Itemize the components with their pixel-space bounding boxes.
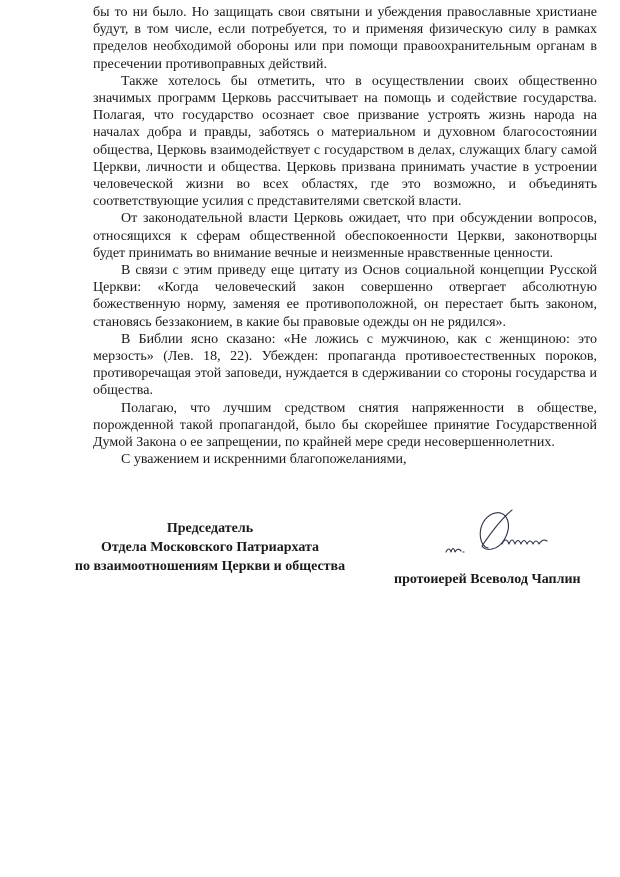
paragraph-5: В Библии ясно сказано: «Не ложись с мужчиною, как с женщиною: это мерзость» (Лев. 18, 22). Убежден: пропаганда противоестественных пороков, противоречащая этой заповеди, нуждается в сдерживании со стороны государства и общества. xyxy=(93,331,597,399)
signatory-name: протоиерей Всеволод Чаплин xyxy=(394,572,581,587)
closing-line: С уважением и искренними благопожеланиями, xyxy=(121,452,407,468)
signatory-title xyxy=(60,519,360,576)
signature-stroke-tail xyxy=(502,540,547,544)
paragraph-2: Также хотелось бы отметить, что в осуществлении своих общественно значимых программ Церковь рассчитывает на помощь и содействие государства. Полагая, что государство осознает свое призвание устроять жизнь народа на началах добра и правды, заботясь о материальном и духовном благосостоянии общества, Церковь взаимодействует с государством в делах, служащих благу самой Церкви, личности и общества. Церковь призвана принимать участие в устроении человеческой жизни во всех областях, где это возможно, и объединять соответствующие усилия с представителями светской власти. xyxy=(93,73,597,210)
letter-body xyxy=(93,4,597,468)
handwritten-signature xyxy=(440,500,575,570)
signatory-title-line-1: Председатель xyxy=(166,521,254,536)
paragraph-3: От законодательной власти Церковь ожидает, что при обсуждении вопросов, относящихся к сферам общественной обеспокоенности Церкви, законотворцы будет принимать во внимание вечные и неизменные нравственные ценности. xyxy=(93,211,597,261)
paragraph-1: бы то ни было. Но защищать свои святыни и убеждения православные христиане будут, в том числе, если потребуется, то и применяя физическую силу в рамках пределов необходимой обороны или при помощи правоохранительным органам в пресечении противоправных действий. xyxy=(93,5,597,72)
signature-stroke-prefix xyxy=(446,549,461,553)
paragraph-4: В связи с этим приведу еще цитату из Основ социальной концепции Русской Церкви: «Когда человеческий закон совершенно отвергает абсолютную божественную норму, заменяя ее противоположной, он перестает быть законом, становясь беззаконием, в какие бы правовые одежды он не рядился». xyxy=(93,263,597,330)
signatory-title-line-2: Отдела Московского Патриархата xyxy=(100,540,320,555)
paragraph-6: Полагаю, что лучшим средством снятия напряженности в обществе, порожденной такой пропагандой, было бы скорейшее принятие Государственной Думой Закона о ее запрещении, по крайней мере среди несовершеннолетних. xyxy=(93,400,597,451)
signature-stroke-loop xyxy=(480,510,512,549)
signatory-title-line-3: по взаимоотношениям Церкви и общества xyxy=(74,559,346,574)
